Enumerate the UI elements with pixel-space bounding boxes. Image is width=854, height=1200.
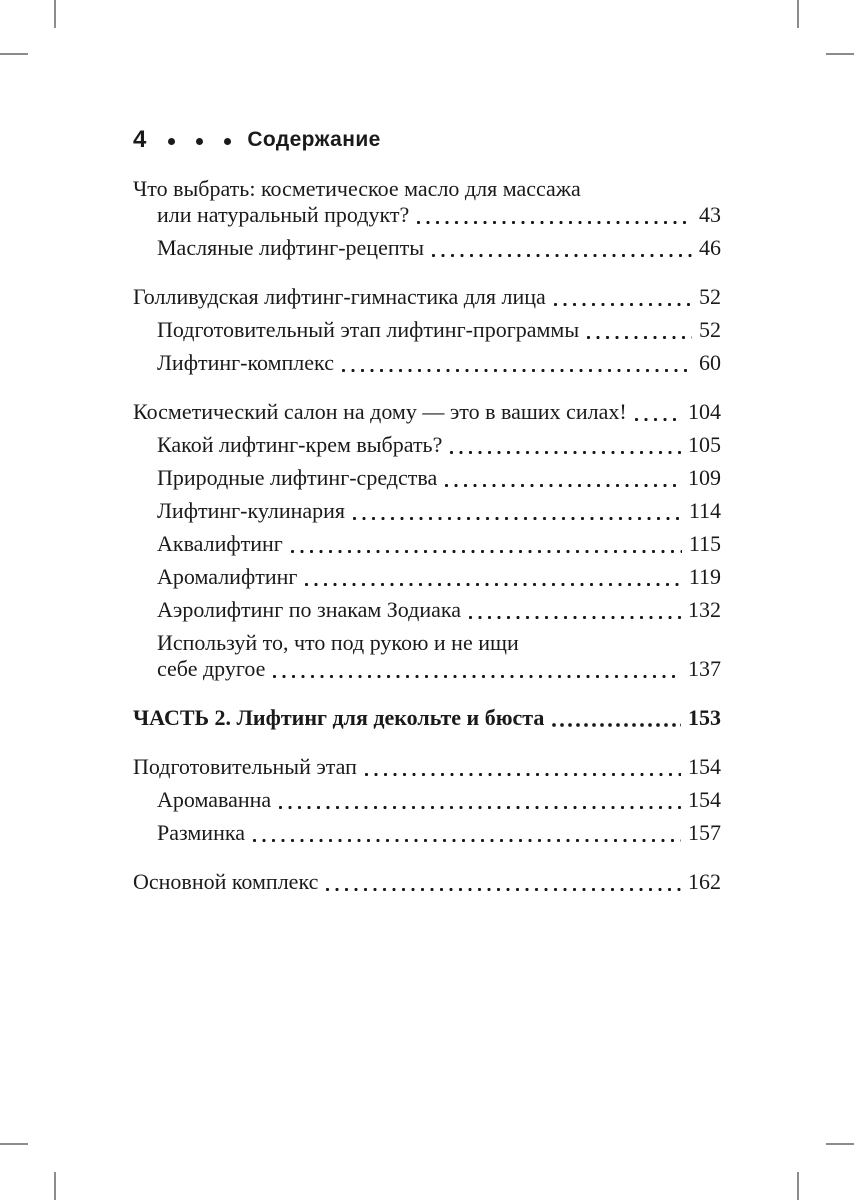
toc-entry-title: Аромалифтинг bbox=[157, 564, 298, 589]
dot-leader bbox=[305, 583, 681, 586]
toc-entry-line bbox=[133, 820, 721, 846]
toc-entry bbox=[133, 597, 721, 623]
toc-entry-title: Аквалифтинг bbox=[157, 531, 283, 556]
toc-entry-page-number: 105 bbox=[688, 432, 721, 457]
toc-entry bbox=[133, 176, 721, 228]
toc-entry bbox=[133, 317, 721, 343]
crop-mark-top-right-horizontal bbox=[826, 53, 854, 55]
toc-entry-title: Основной комплекс bbox=[133, 869, 319, 894]
toc-entry-title: Голливудская лифтинг-гимнастика для лица bbox=[133, 284, 546, 309]
toc-entry-line bbox=[133, 531, 721, 557]
toc-entry bbox=[133, 465, 721, 491]
toc-entry-title: Какой лифтинг-крем выбрать? bbox=[157, 432, 443, 457]
bullet-icon bbox=[224, 138, 231, 145]
toc-entry-line bbox=[133, 754, 721, 780]
toc-entry-line bbox=[133, 284, 721, 310]
toc-entry-title: Разминка bbox=[157, 820, 245, 845]
dot-leader bbox=[432, 254, 692, 257]
dot-leader bbox=[291, 550, 682, 553]
toc-entry-title: Природные лифтинг-средства bbox=[157, 465, 438, 490]
toc-entry-line bbox=[133, 597, 721, 623]
toc-entry-page-number: 46 bbox=[699, 235, 721, 260]
toc-entry bbox=[133, 630, 721, 682]
toc-entry-page-number: 115 bbox=[688, 531, 721, 556]
toc-entry-line bbox=[133, 869, 721, 895]
toc-entry bbox=[133, 284, 721, 310]
toc-entry bbox=[133, 754, 721, 780]
toc-entry-page-number: 60 bbox=[699, 350, 721, 375]
bullet-icon bbox=[196, 138, 203, 145]
toc-entry-page-number: 153 bbox=[688, 705, 721, 730]
toc-entry bbox=[133, 432, 721, 458]
crop-mark-bottom-right-vertical bbox=[797, 1172, 799, 1200]
toc-entry-page-number: 52 bbox=[699, 317, 721, 342]
page-number: 4 bbox=[133, 126, 147, 153]
toc-entry-line bbox=[133, 705, 721, 731]
toc-entry-page-number: 157 bbox=[688, 820, 721, 845]
toc-entry-title: Аромаванна bbox=[157, 787, 272, 812]
toc-entry-title: Что выбрать: косметическое масло для массажа bbox=[133, 176, 581, 201]
toc-entry-line bbox=[133, 787, 721, 813]
dot-leader bbox=[450, 451, 681, 454]
toc-entry-title: Аэролифтинг по знакам Зодиака bbox=[157, 597, 462, 622]
bullet-icon bbox=[168, 138, 175, 145]
toc-entry-part-heading bbox=[133, 705, 721, 731]
toc-entry-line bbox=[133, 317, 721, 343]
toc-entry-title: Подготовительный этап bbox=[133, 754, 357, 779]
dot-leader bbox=[445, 484, 681, 487]
toc-entry-page-number: 114 bbox=[688, 498, 721, 523]
toc-entry bbox=[133, 350, 721, 376]
toc-entry-line bbox=[133, 656, 721, 682]
dot-leader bbox=[635, 418, 681, 421]
dot-leader bbox=[417, 221, 692, 224]
crop-mark-top-right-vertical bbox=[797, 0, 799, 28]
crop-mark-bottom-left-vertical bbox=[54, 1172, 56, 1200]
page-title: Содержание bbox=[247, 128, 381, 151]
toc-entry-line bbox=[133, 235, 721, 261]
toc-entry bbox=[133, 820, 721, 846]
toc-entry-page-number: 52 bbox=[699, 284, 721, 309]
toc-entry-page-number: 104 bbox=[688, 399, 721, 424]
dot-leader bbox=[279, 806, 681, 809]
toc-entry-title: или натуральный продукт? bbox=[157, 202, 410, 227]
toc-entry bbox=[133, 531, 721, 557]
toc-list bbox=[133, 176, 721, 895]
toc-entry bbox=[133, 564, 721, 590]
toc-entry-page-number: 132 bbox=[688, 597, 721, 622]
dot-leader bbox=[342, 369, 692, 372]
toc-entry-page-number: 43 bbox=[699, 202, 721, 227]
toc-entry-page-number: 119 bbox=[688, 564, 721, 589]
toc-entry-page-number: 154 bbox=[688, 787, 721, 812]
dot-leader bbox=[552, 723, 681, 727]
toc-entry-title: Подготовительный этап лифтинг-программы bbox=[157, 317, 580, 342]
toc-entry-line bbox=[133, 465, 721, 491]
crop-mark-bottom-left-horizontal bbox=[0, 1143, 28, 1145]
toc-entry bbox=[133, 235, 721, 261]
dot-leader bbox=[469, 616, 681, 619]
dot-leader bbox=[273, 675, 681, 678]
toc-entry-title: Лифтинг-комплекс bbox=[157, 350, 334, 375]
toc-entry-page-number: 162 bbox=[688, 869, 721, 894]
crop-mark-top-left-vertical bbox=[54, 0, 56, 28]
running-head bbox=[133, 128, 381, 152]
toc-entry-page-number: 154 bbox=[688, 754, 721, 779]
header-bullets bbox=[168, 138, 231, 145]
toc-entry-title: Косметический салон на дому — это в ваших силах! bbox=[133, 399, 627, 424]
toc-entry-line bbox=[133, 176, 721, 202]
toc-entry-line bbox=[133, 630, 721, 656]
toc-entry-title: Используй то, что под рукою и не ищи bbox=[157, 630, 519, 655]
dot-leader bbox=[353, 517, 682, 520]
toc-entry-line bbox=[133, 564, 721, 590]
toc-entry-title: ЧАСТЬ 2. Лифтинг для декольте и бюста bbox=[133, 705, 545, 730]
toc-entry bbox=[133, 399, 721, 425]
dot-leader bbox=[253, 839, 681, 842]
toc-entry-line bbox=[133, 399, 721, 425]
toc-entry bbox=[133, 498, 721, 524]
toc-entry bbox=[133, 787, 721, 813]
toc-entry bbox=[133, 869, 721, 895]
toc-entry-page-number: 109 bbox=[688, 465, 721, 490]
toc-entry-title: Масляные лифтинг-рецепты bbox=[157, 235, 424, 260]
toc-entry-page-number: 137 bbox=[688, 656, 721, 681]
toc-entry-title: Лифтинг-кулинария bbox=[157, 498, 346, 523]
dot-leader bbox=[365, 773, 681, 776]
toc-entry-title: себе другое bbox=[157, 656, 266, 681]
dot-leader bbox=[554, 303, 692, 306]
toc-entry-line bbox=[133, 202, 721, 228]
dot-leader bbox=[587, 336, 692, 339]
crop-mark-bottom-right-horizontal bbox=[826, 1143, 854, 1145]
dot-leader bbox=[326, 888, 681, 891]
crop-mark-top-left-horizontal bbox=[0, 53, 28, 55]
toc-entry-line bbox=[133, 498, 721, 524]
toc-entry-line bbox=[133, 350, 721, 376]
toc-entry-line bbox=[133, 432, 721, 458]
